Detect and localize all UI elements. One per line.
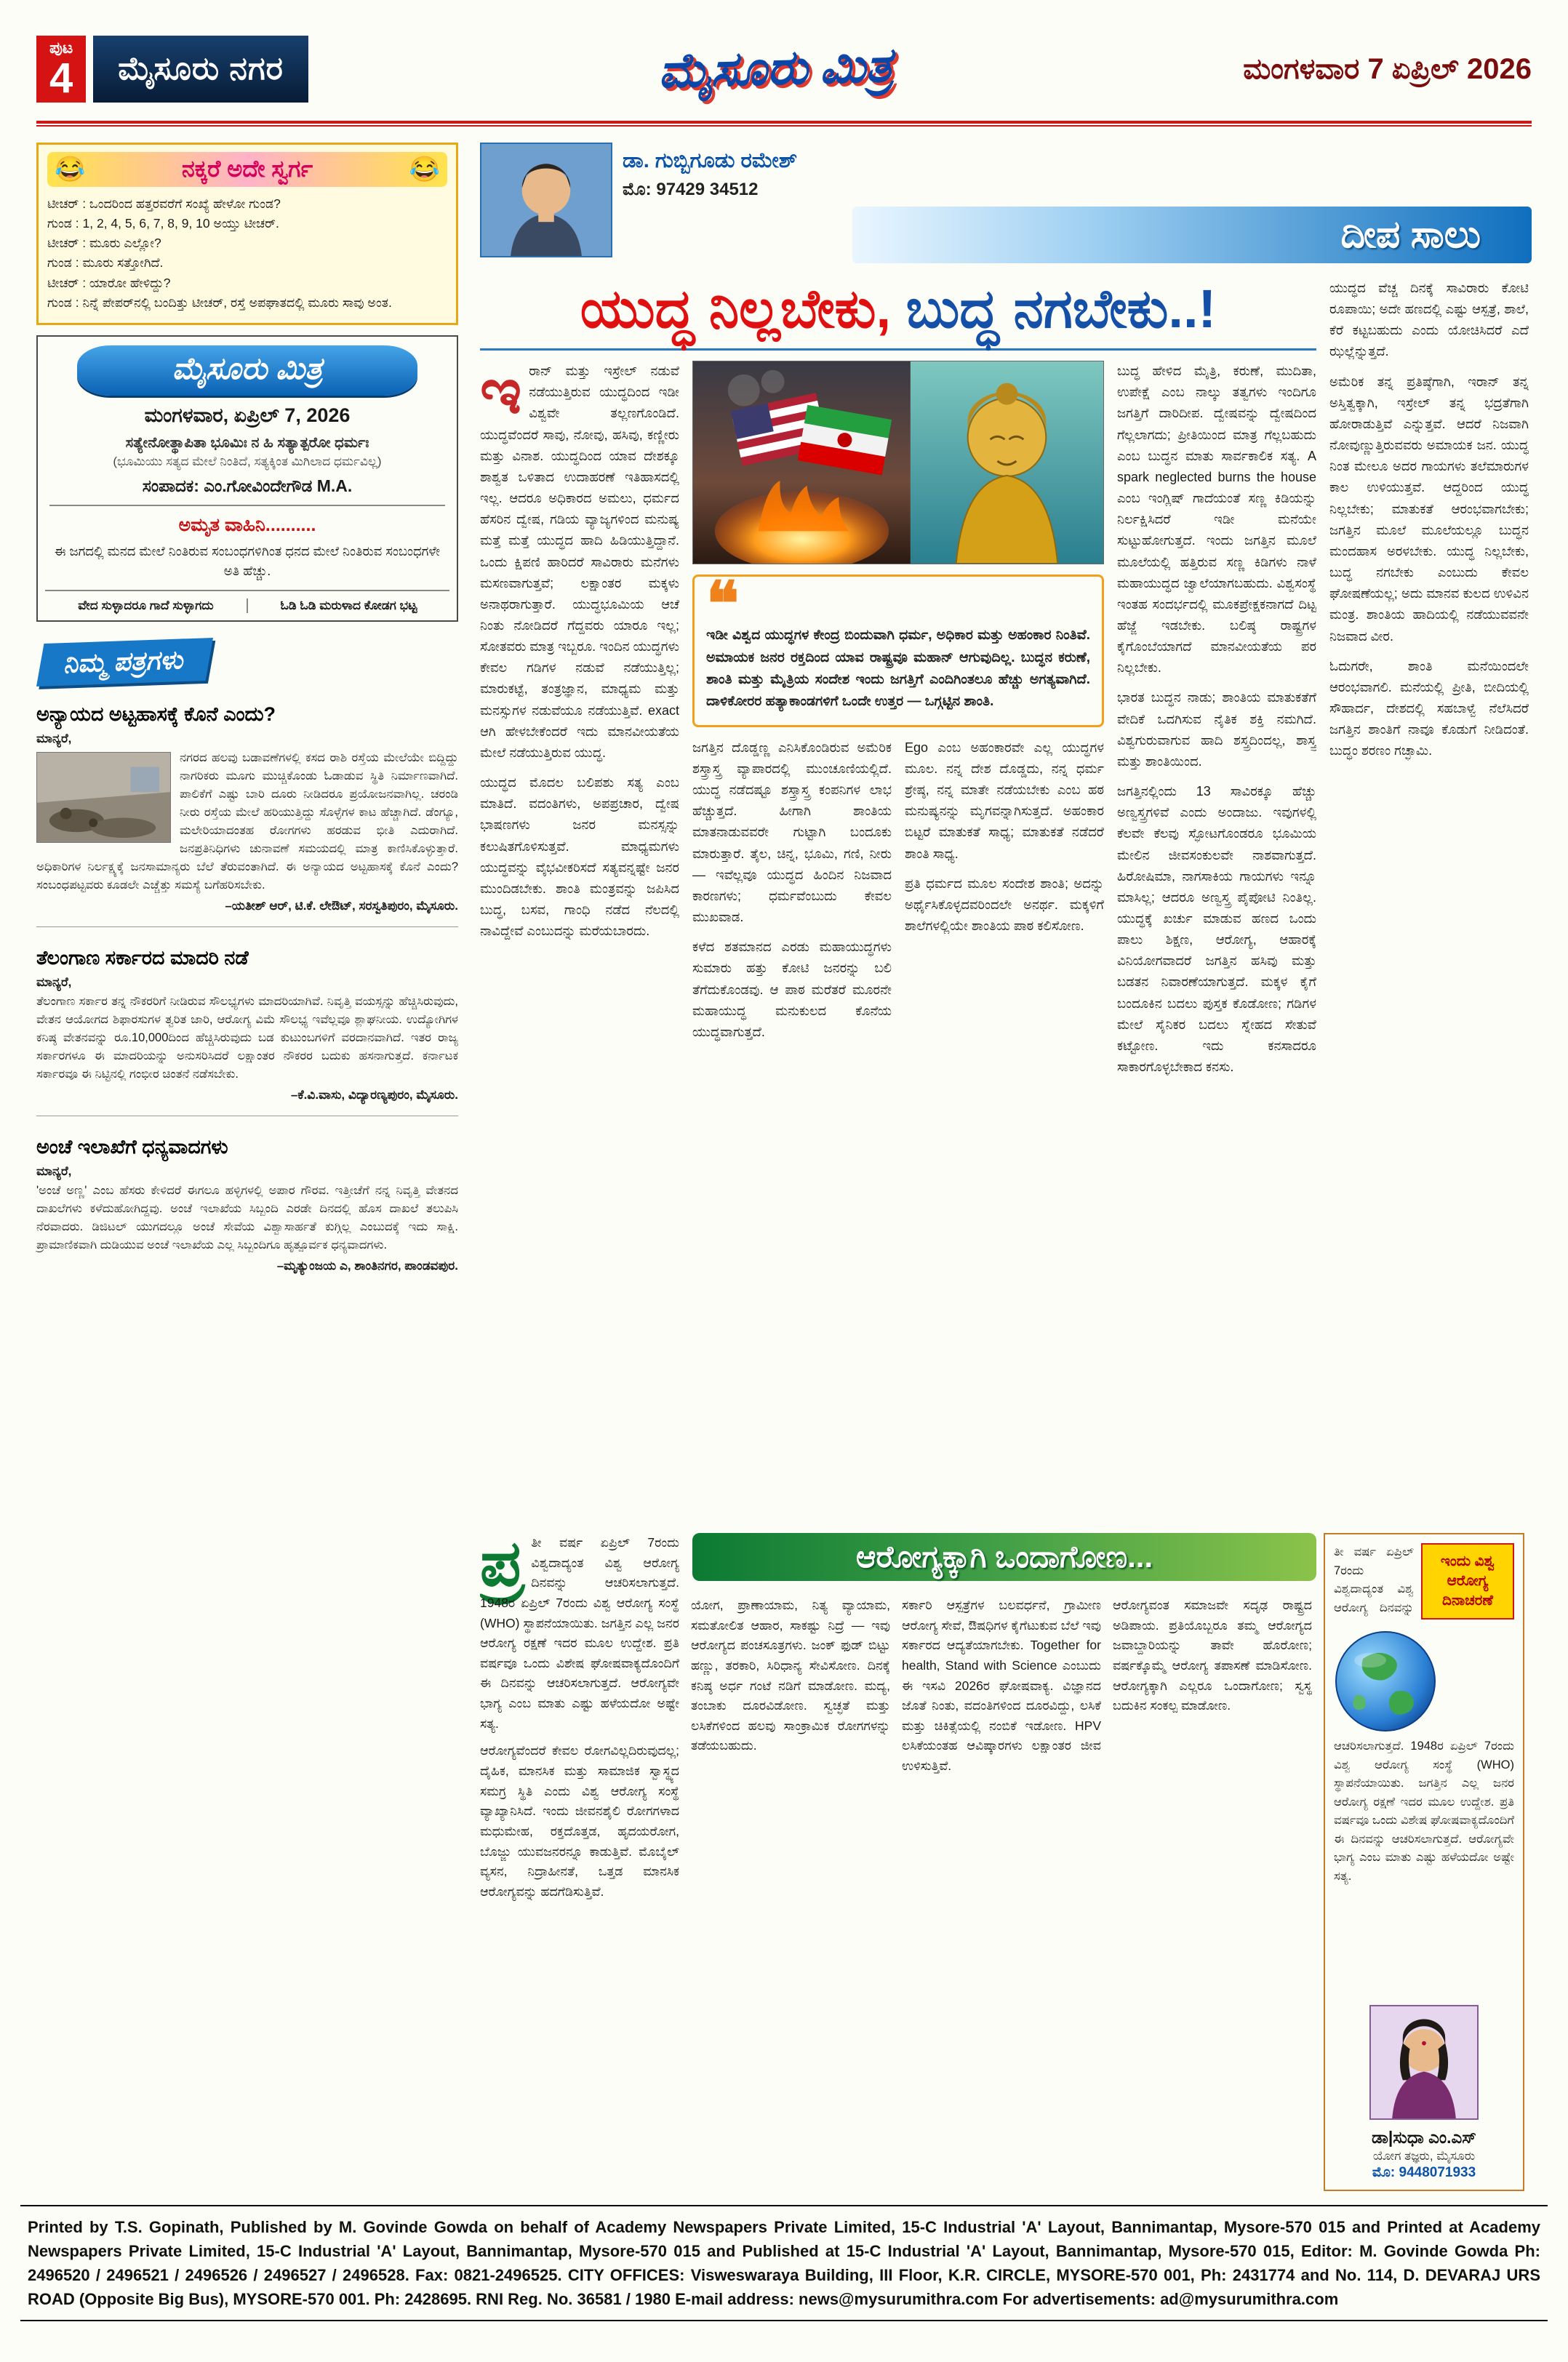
- article-paragraph: ಯೋಗ, ಪ್ರಾಣಾಯಾಮ, ನಿತ್ಯ ವ್ಯಾಯಾಮ, ಸಮತೋಲಿತ ಆಹಾರ, ಸಾಕಷ್ಟು ನಿದ್ರೆ — ಇವು ಆರೋಗ್ಯದ ಪಂಚಸೂತ್ರಗಳು. ಜಂಕ್ ಫುಡ್ ಬಿಟ್ಟು ಹಣ್ಣು, ತರಕಾರಿ, ಸಿರಿಧಾನ್ಯ ಸೇವಿಸೋಣ. ದಿನಕ್ಕೆ ಕನಿಷ್ಠ ಅರ್ಧ ಗಂಟೆ ನಡಿಗೆ ಮಾಡೋಣ. ಮದ್ಯ, ತಂಬಾಕು ದೂರವಿಡೋಣ. ಸ್ವಚ್ಛತೆ ಮತ್ತು ಲಸಿಕೆಗಳಿಂದ ಹಲವು ಸಾಂಕ್ರಾಮಿಕ ರೋಗಗಳನ್ನು ತಡೆಯಬಹುದು.: [691, 1598, 890, 1753]
- masthead-ribbon: ಮೈಸೂರು ಮಿತ್ರ: [77, 345, 417, 396]
- section-title: ಮೈಸೂರು ನಗರ: [93, 36, 308, 103]
- quote-icon: ❝: [706, 569, 740, 638]
- proverb-row: [45, 590, 449, 613]
- article-paragraph: ಯುದ್ಧದ ವೆಚ್ಚ ದಿನಕ್ಕೆ ಸಾವಿರಾರು ಕೋಟಿ ರೂಪಾಯಿ; ಅದೇ ಹಣದಲ್ಲಿ ಎಷ್ಟು ಆಸ್ಪತ್ರೆ, ಶಾಲೆ, ಕೆರೆ ಕಟ್ಟಬಹುದು ಎಂದು ಯೋಚಿಸಿದರೆ ಎದೆ ಝಲ್ಲೆನ್ನುತ್ತದೆ.: [1329, 281, 1529, 359]
- jokes-title: ನಕ್ಕರೆ ಅದೇ ಸ್ವರ್ಗ: [181, 156, 313, 182]
- letters-section-header: ನಿಮ್ಮ ಪತ್ರಗಳು: [36, 638, 213, 686]
- article-paragraph: ಜಗತ್ತಿನ ದೊಡ್ಡಣ್ಣ ಎನಿಸಿಕೊಂಡಿರುವ ಅಮೆರಿಕ ಶಸ್ತ್ರಾಸ್ತ್ರ ವ್ಯಾಪಾರದಲ್ಲಿ ಮುಂಚೂಣಿಯಲ್ಲಿದೆ. ಯುದ್ಧ ನಡೆದಷ್ಟೂ ಶಸ್ತ್ರಾಸ್ತ್ರ ಕಂಪನಿಗಳ ಲಾಭ ಹೆಚ್ಚುತ್ತದೆ. ಹೀಗಾಗಿ ಶಾಂತಿಯ ಮಾತನಾಡುವವರೇ ಗುಟ್ಟಾಗಿ ಬಂದೂಕು ಮಾರುತ್ತಾರೆ. ತೈಲ, ಚಿನ್ನ, ಭೂಮಿ, ಗಣಿ, ನೀರು — ಇವೆಲ್ಲವೂ ಯುದ್ಧದ ಹಿಂದಿನ ನಿಜವಾದ ಕಾರಣಗಳು; ಧರ್ಮವೆಂಬುದು ಕೇವಲ ಮುಖವಾಡ.: [692, 740, 892, 925]
- author-photo: [480, 143, 612, 257]
- headline-part-red: ಯುದ್ಧ ನಿಲ್ಲಬೇಕು,: [580, 279, 892, 339]
- health-highlight-box: [1324, 1533, 1524, 2191]
- letter-body: ನಗರದ ಹಲವು ಬಡಾವಣೆಗಳಲ್ಲಿ ಕಸದ ರಾಶಿ ರಸ್ತೆಯ ಮೇಲೆಯೇ ಬಿದ್ದಿದ್ದು ನಾಗರಿಕರು ಮೂಗು ಮುಚ್ಚಿಕೊಂಡು ಓಡಾಡುವ ಸ್ಥಿತಿ ನಿರ್ಮಾಣವಾಗಿದೆ. ಪಾಲಿಕೆಗೆ ಎಷ್ಟು ಬಾರಿ ದೂರು ನೀಡಿದರೂ ಪ್ರಯೋಜನವಾಗಿಲ್ಲ. ಚರಂಡಿ ನೀರು ರಸ್ತೆಯ ಮೇಲೆ ಹರಿಯುತ್ತಿದ್ದು ಸೊಳ್ಳೆಗಳ ಕಾಟ ಹೆಚ್ಚಾಗಿದೆ. ಡೆಂಗ್ಯೂ, ಮಲೇರಿಯಾದಂತಹ ರೋಗಗಳು ಹರಡುವ ಭೀತಿ ಎದುರಾಗಿದೆ. ಜನಪ್ರತಿನಿಧಿಗಳು ಚುನಾವಣೆ ಸಮಯದಲ್ಲಿ ಮಾತ್ರ ಕಾಣಿಸಿಕೊಳ್ಳುತ್ತಾರೆ. ಅಧಿಕಾರಿಗಳ ನಿರ್ಲಕ್ಷ್ಯಕ್ಕೆ ಜನಸಾಮಾನ್ಯರು ಬೆಲೆ ತೆರುವಂತಾಗಿದೆ. ಈ ಅನ್ಯಾಯದ ಅಟ್ಟಹಾಸಕ್ಕೆ ಕೊನೆ ಎಂದು? ಸಂಬಂಧಪಟ್ಟವರು ಕೂಡಲೇ ಎಚ್ಚೆತ್ತು ಸಮಸ್ಯೆ ಬಗೆಹರಿಸಬೇಕು.: [36, 750, 458, 892]
- article-column: [692, 737, 892, 1043]
- newspaper-logo: ಮೈಸೂರು ಮಿತ್ರ: [657, 39, 894, 98]
- amruta-title: ಅಮೃತ ವಾಹಿನಿ..........: [178, 514, 316, 535]
- imprint-text: Printed by T.S. Gopinath, Published by M. Govinde Gowda on behalf of Academy Newspapers Private Limited, 15-C Industrial 'A' Layout, Bannimantap, Mysore-570 015 and Printed at Academy Newspapers Private Limited, 15-C Industrial 'A' Layout, Bannimantap, Mysore-570 015 and Published at 15-C Industrial 'A' Layout, Bannimantap, Mysore-570 015, Editor: M. Govinde Gowda Ph: 2496520 / 2496521 / 2496526 / 2496527 / 2496528. Fax: 0821-2496525. CITY OFFICES: Visweswaraya Building, III Floor, K.R. CIRCLE, MYSORE-570 001, Ph: 2431774 and No. 114, D. DEVARAJ URS ROAD (Opposite Big Bus), MYSORE-570 001. Ph: 2428695. RNI Reg. No. 36581 / 1980 E-mail address: news@mysurumithra.com For advertisements: ad@mysurumithra.com: [28, 2218, 1540, 2308]
- page-number: 4: [49, 55, 73, 102]
- author-phone: ಮೊ: 97429 34512: [623, 179, 759, 199]
- joke-line: ಟೀಚರ್ : ಯಾರೋ ಹೇಳಿದ್ದು?: [47, 275, 171, 290]
- article-paragraph: ಜಗತ್ತಿನಲ್ಲಿಂದು 13 ಸಾವಿರಕ್ಕೂ ಹೆಚ್ಚು ಅಣ್ವಸ್ತ್ರಗಳಿವೆ ಎಂದು ಅಂದಾಜು. ಇವುಗಳಲ್ಲಿ ಕೆಲವೇ ಕೆಲವು ಸ್ಫೋಟಗೊಂಡರೂ ಭೂಮಿಯ ಮೇಲಿನ ಜೀವಸಂಕುಲವೇ ನಾಶವಾಗುತ್ತದೆ. ಹಿರೋಷಿಮಾ, ನಾಗಸಾಕಿಯ ಗಾಯಗಳು ಇನ್ನೂ ಮಾಸಿಲ್ಲ; ಆದರೂ ಅಣ್ವಸ್ತ್ರ ಪೈಪೋಟಿ ನಿಂತಿಲ್ಲ. ಯುದ್ಧಕ್ಕೆ ಖರ್ಚು ಮಾಡುವ ಹಣದ ಒಂದು ಪಾಲು ಶಿಕ್ಷಣ, ಆರೋಗ್ಯ, ಆಹಾರಕ್ಕೆ ವಿನಿಯೋಗವಾದರೆ ಜಗತ್ತಿನ ಹಸಿವು ಮತ್ತು ಬಡತನ ನಿವಾರಣೆಯಾಗುತ್ತದೆ. ಮಕ್ಕಳ ಕೈಗೆ ಬಂದೂಕಿನ ಬದಲು ಪುಸ್ತಕ ಕೊಡೋಣ; ಗಡಿಗಳ ಮೇಲೆ ಸೈನಿಕರ ಬದಲು ಸ್ನೇಹದ ಸೇತುವೆ ಕಟ್ಟೋಣ. ಇದು ಕನಸಾದರೂ ಸಾಕಾರಗೊಳ್ಳಬೇಕಾದ ಕನಸು.: [1117, 784, 1316, 1075]
- letter-salutation: ಮಾನ್ಯರೆ,: [36, 731, 72, 745]
- letter-body: ತೆಲಂಗಾಣ ಸರ್ಕಾರ ತನ್ನ ನೌಕರರಿಗೆ ನೀಡಿರುವ ಸೌಲಭ್ಯಗಳು ಮಾದರಿಯಾಗಿವೆ. ನಿವೃತ್ತಿ ವಯಸ್ಸನ್ನು ಹೆಚ್ಚಿಸಿರುವುದು, ವೇತನ ಆಯೋಗದ ಶಿಫಾರಸುಗಳ ತ್ವರಿತ ಜಾರಿ, ಆರೋಗ್ಯ ವಿಮೆ ಸೌಲಭ್ಯ ಇವೆಲ್ಲವೂ ಶ್ಲಾಘನೀಯ. ಉದ್ಯೋಗಿಗಳ ಕನಿಷ್ಠ ವೇತನವನ್ನು ರೂ.10,000ದಿಂದ ಹೆಚ್ಚಿಸಿರುವುದು ಬಡ ಕುಟುಂಬಗಳಿಗೆ ವರದಾನವಾಗಿದೆ. ಇತರ ರಾಜ್ಯ ಸರ್ಕಾರಗಳೂ ಈ ಮಾದರಿಯನ್ನು ಅನುಸರಿಸಿದರೆ ಲಕ್ಷಾಂತರ ನೌಕರರ ಬದುಕು ಹಸನಾಗುತ್ತದೆ. ಕರ್ನಾಟಕ ಸರ್ಕಾರವೂ ಈ ನಿಟ್ಟಿನಲ್ಲಿ ಗಂಭೀರ ಚಿಂತನೆ ನಡೆಸಬೇಕು.: [36, 994, 458, 1081]
- world-health-day-box: ಇಂದು ವಿಶ್ವ ಆರೋಗ್ಯ ದಿನಾಚರಣೆ: [1421, 1543, 1514, 1620]
- joke-line: ಗುಂಡ : 1, 2, 4, 5, 6, 7, 8, 9, 10 ಅಯ್ತು ಟೀಚರ್.: [47, 216, 279, 231]
- letter-item: [36, 702, 458, 927]
- letter-signoff: –ಕೆ.ವಿ.ವಾಸು, ವಿದ್ಯಾರಣ್ಯಪುರಂ, ಮೈಸೂರು.: [290, 1088, 458, 1102]
- article-paragraph: ತೀ ವರ್ಷ ಏಪ್ರಿಲ್ 7ರಂದು ವಿಶ್ವದಾದ್ಯಂತ ವಿಶ್ವ ಆರೋಗ್ಯ ದಿನವನ್ನು ಆಚರಿಸಲಾಗುತ್ತದೆ. 1948ರ ಏಪ್ರಿಲ್ 7ರಂದು ವಿಶ್ವ ಆರೋಗ್ಯ ಸಂಸ್ಥೆ (WHO) ಸ್ಥಾಪನೆಯಾಯಿತು. ಜಗತ್ತಿನ ಎಲ್ಲ ಜನರ ಆರೋಗ್ಯ ರಕ್ಷಣೆ ಇದರ ಮೂಲ ಉದ್ದೇಶ. ಪ್ರತಿ ವರ್ಷವೂ ಒಂದು ವಿಶೇಷ ಘೋಷವಾಕ್ಯದೊಂದಿಗೆ ಈ ದಿನವನ್ನು ಆಚರಿಸಲಾಗುತ್ತದೆ. ಆರೋಗ್ಯವೇ ಭಾಗ್ಯ ಎಂಬ ಮಾತು ಎಷ್ಟು ಹಳೆಯದೋ ಅಷ್ಟೇ ಸತ್ಯ.: [1334, 1545, 1514, 1883]
- article-body: [480, 361, 1316, 1495]
- drop-cap: ಪ್ರ: [480, 1533, 524, 1599]
- joke-line: ಟೀಚರ್ : ಮೂರು ಎಲ್ಲೋ?: [47, 236, 161, 251]
- letter-body: 'ಅಂಚೆ ಅಣ್ಣ' ಎಂಬ ಹೆಸರು ಕೇಳಿದರೆ ಈಗಲೂ ಹಳ್ಳಿಗಳಲ್ಲಿ ಅಪಾರ ಗೌರವ. ಇತ್ತೀಚೆಗೆ ನನ್ನ ನಿವೃತ್ತಿ ವೇತನದ ದಾಖಲೆಗಳು ಕಳೆದುಹೋಗಿದ್ದವು. ಅಂಚೆ ಇಲಾಖೆಯ ಸಿಬ್ಬಂದಿ ಎರಡೇ ದಿನದಲ್ಲಿ ಹೊಸ ದಾಖಲೆ ತಲುಪಿಸಿ ನೆರವಾದರು. ಡಿಜಿಟಲ್ ಯುಗದಲ್ಲೂ ಅಂಚೆ ಸೇವೆಯ ವಿಶ್ವಾಸಾರ್ಹತೆ ಕುಗ್ಗಿಲ್ಲ ಎಂಬುದಕ್ಕೆ ಇದು ಸಾಕ್ಷಿ. ಪ್ರಾಮಾಣಿಕವಾಗಿ ದುಡಿಯುವ ಅಂಚೆ ಇಲಾಖೆಯ ಎಲ್ಲ ಸಿಬ್ಬಂದಿಗೂ ಹೃತ್ಪೂರ್ವಕ ಧನ್ಯವಾದಗಳು.: [36, 1184, 458, 1252]
- author-name: ಡಾ. ಗುಬ್ಬಿಗೂಡು ರಮೇಶ್: [623, 149, 798, 172]
- letter-salutation: ಮಾನ್ಯರೆ,: [36, 1164, 72, 1179]
- health-column: [480, 1533, 679, 2191]
- page-number-box: [36, 36, 86, 103]
- column-banner: ದೀಪ ಸಾಲು: [852, 207, 1532, 263]
- article-paragraph: ಓದುಗರೇ, ಶಾಂತಿ ಮನೆಯಿಂದಲೇ ಆರಂಭವಾಗಲಿ. ಮನೆಯಲ್ಲಿ ಪ್ರೀತಿ, ಬೀದಿಯಲ್ಲಿ ಸೌಹಾರ್ದ, ದೇಶದಲ್ಲಿ ಸಹಬಾಳ್ವೆ ನೆಲೆಸಿದರೆ ಜಗತ್ತಿನ ಶಾಂತಿಗೆ ನಾವೂ ಕೊಡುಗೆ ನೀಡಿದಂತೆ. ಬುದ್ಧಂ ಶರಣಂ ಗಚ್ಛಾಮಿ.: [1329, 658, 1529, 758]
- health-author-name: ಡಾ|ಸುಧಾ ಎಂ.ಎಸ್: [1372, 2128, 1476, 2147]
- health-author-role: ಯೋಗ ತಜ್ಞರು, ಮೈಸೂರು: [1372, 2149, 1476, 2163]
- imprint-footer: [20, 2205, 1548, 2321]
- jokes-title-bar: [47, 152, 447, 187]
- letter-item: [36, 1135, 458, 1273]
- garbage-street-photo: [36, 752, 171, 843]
- article-paragraph: ಸರ್ಕಾರಿ ಆಸ್ಪತ್ರೆಗಳ ಬಲವರ್ಧನೆ, ಗ್ರಾಮೀಣ ಆರೋಗ್ಯ ಸೇವೆ, ಔಷಧಿಗಳ ಕೈಗೆಟುಕುವ ಬೆಲೆ ಇವು ಸರ್ಕಾರದ ಆದ್ಯತೆಯಾಗಬೇಕು. Together for health, Stand with Science ಎಂಬುದು ಈ ಇಸವಿ 2026ರ ಘೋಷವಾಕ್ಯ. ವಿಜ್ಞಾನದ ಜೊತೆ ನಿಂತು, ವದಂತಿಗಳಿಂದ ದೂರವಿದ್ದು, ಲಸಿಕೆ ಮತ್ತು ಚಿಕಿತ್ಸೆಯಲ್ಲಿ ನಂಬಿಕೆ ಇಡೋಣ. HPV ಲಸಿಕೆಯಂತಹ ಆವಿಷ್ಕಾರಗಳು ಲಕ್ಷಾಂತರ ಜೀವ ಉಳಿಸುತ್ತಿವೆ.: [902, 1598, 1101, 1774]
- article-paragraph: ರಾನ್ ಮತ್ತು ಇಸ್ರೇಲ್ ನಡುವೆ ನಡೆಯುತ್ತಿರುವ ಯುದ್ಧದಿಂದ ಇಡೀ ವಿಶ್ವವೇ ತಲ್ಲಣಗೊಂಡಿದೆ. ಯುದ್ಧವೆಂದರೆ ಸಾವು, ನೋವು, ಹಸಿವು, ಕಣ್ಣೀರು ಮತ್ತು ವಿನಾಶ. ಯುದ್ಧದಿಂದ ಯಾವ ದೇಶಕ್ಕೂ ಶಾಶ್ವತ ಒಳಿತಾದ ಉದಾಹರಣೆ ಇತಿಹಾಸದಲ್ಲಿ ಇಲ್ಲ. ಆದರೂ ಅಧಿಕಾರದ ಅಮಲು, ಧರ್ಮದ ಹೆಸರಿನ ದ್ವೇಷ, ಗಡಿಯ ವ್ಯಾಜ್ಯಗಳಿಂದ ಮನುಷ್ಯ ಮತ್ತೆ ಮತ್ತೆ ಯುದ್ಧದ ಹಾದಿ ಹಿಡಿಯುತ್ತಿದ್ದಾನೆ. ಒಂದು ಕ್ಷಿಪಣಿ ಹಾರಿದರೆ ಸಾವಿರಾರು ಮನೆಗಳು ಮಸಣವಾಗುತ್ತವೆ; ಲಕ್ಷಾಂತರ ಮಕ್ಕಳು ಅನಾಥರಾಗುತ್ತಾರೆ. ಯುದ್ಧಭೂಮಿಯ ಆಚೆ ನಿಂತು ನೋಡಿದರೆ ಗೆದ್ದವರು ಯಾರೂ ಇಲ್ಲ; ಸೋತವರು ಮಾತ್ರ ಇಬ್ಬರೂ. ಇಂದಿನ ಯುದ್ಧಗಳು ಕೇವಲ ಗಡಿಗಳ ನಡುವೆ ನಡೆಯುತ್ತಿಲ್ಲ; ಮಾರುಕಟ್ಟೆ, ತಂತ್ರಜ್ಞಾನ, ಮಾಧ್ಯಮ ಮತ್ತು ಮನಸ್ಸುಗಳ ನಡುವೆಯೂ ನಡೆಯುತ್ತಿವೆ. exact ಆಗಿ ಹೇಳಬೇಕೆಂದರೆ ಇದು ಮಾನವೀಯತೆಯ ಮೇಲೆ ನಡೆಯುತ್ತಿರುವ ಯುದ್ಧ.: [480, 364, 679, 760]
- health-article: [480, 1533, 1532, 2191]
- joke-line: ಗುಂಡ : ಮೂರು ಸತ್ತೋಗಿದೆ.: [47, 255, 164, 271]
- letter-heading: ತೆಲಂಗಾಣ ಸರ್ಕಾರದ ಮಾದರಿ ನಡೆ: [36, 947, 249, 969]
- letter-heading: ಅಂಚೆ ಇಲಾಖೆಗೆ ಧನ್ಯವಾದಗಳು: [36, 1136, 228, 1158]
- health-author-card: [1334, 2005, 1514, 2181]
- globe-image: [1334, 1630, 1437, 1733]
- page-header: [36, 25, 1532, 113]
- masthead-date: ಮಂಗಳವಾರ, ಏಪ್ರಿಲ್ 7, 2026: [144, 404, 351, 426]
- health-author-photo: [1369, 2005, 1479, 2120]
- page-label: ಪುಟ: [49, 39, 73, 57]
- pull-quote-box: [692, 569, 1104, 727]
- joke-line: ಗುಂಡ : ನಿನ್ನೆ ಪೇಪರ್‌ನಲ್ಲಿ ಬಂದಿತ್ತು ಟೀಚರ್, ರಸ್ತೆ ಅಪಘಾತದಲ್ಲಿ ಮೂರು ಸಾವು ಅಂತ.: [47, 295, 392, 310]
- article-paragraph: ಪ್ರತಿ ಧರ್ಮದ ಮೂಲ ಸಂದೇಶ ಶಾಂತಿ; ಅದನ್ನು ಅರ್ಥೈಸಿಕೊಳ್ಳದವರಿಂದಲೇ ಅನರ್ಥ. ಮಕ್ಕಳಿಗೆ ಶಾಲೆಗಳಲ್ಲಿಯೇ ಶಾಂತಿಯ ಪಾಠ ಕಲಿಸೋಣ.: [905, 876, 1104, 934]
- health-column: [691, 1533, 890, 2191]
- left-column: [36, 143, 458, 2193]
- article-byline-strip: [480, 143, 1532, 268]
- letter-item: [36, 946, 458, 1116]
- header-rule: [36, 121, 1532, 127]
- jokes-box: [36, 143, 458, 325]
- laughing-face-icon: 😂: [55, 156, 86, 183]
- article-paragraph: ಬುದ್ಧ ಹೇಳಿದ ಮೈತ್ರಿ, ಕರುಣೆ, ಮುದಿತಾ, ಉಪೇಕ್ಷೆ ಎಂಬ ನಾಲ್ಕು ತತ್ವಗಳು ಇಂದಿಗೂ ಜಗತ್ತಿಗೆ ದಾರಿದೀಪ. ದ್ವೇಷವನ್ನು ದ್ವೇಷದಿಂದ ಗೆಲ್ಲಲಾಗದು; ಪ್ರೀತಿಯಿಂದ ಮಾತ್ರ ಗೆಲ್ಲಬಹುದು ಎಂಬ ಬುದ್ಧನ ಮಾತು ಸಾರ್ವಕಾಲಿಕ ಸತ್ಯ. A spark neglected burns the house ಎಂಬ ಇಂಗ್ಲಿಷ್ ಗಾದೆಯಂತೆ ಸಣ್ಣ ಕಿಡಿಯನ್ನು ನಿರ್ಲಕ್ಷಿಸಿದರೆ ಇಡೀ ಮನೆಯೇ ಸುಟ್ಟುಹೋಗುತ್ತದೆ. ಇಂದು ಜಗತ್ತಿನ ಮೂಲೆ ಮೂಲೆಯಲ್ಲಿ ಹತ್ತಿರುವ ಸಣ್ಣ ಕಿಡಿಗಳು ನಾಳೆ ಮಹಾಯುದ್ಧದ ಜ್ವಾಲೆಯಾಗಬಹುದು. ವಿಶ್ವಸಂಸ್ಥೆ ಇಂತಹ ಸಂದರ್ಭದಲ್ಲಿ ಮೂಕಪ್ರೇಕ್ಷಕನಾಗದೆ ದಿಟ್ಟ ಹೆಜ್ಜೆ ಇಡಬೇಕು. ಬಲಿಷ್ಠ ರಾಷ್ಟ್ರಗಳ ಕೈಗೊಂಬೆಯಾಗದೆ ಮಾನವೀಯತೆಯ ಪರ ನಿಲ್ಲಬೇಕು.: [1117, 364, 1316, 676]
- laughing-face-icon: 😂: [409, 156, 440, 183]
- divider: [36, 926, 458, 927]
- main-article: [480, 143, 1532, 1524]
- letter-salutation: ಮಾನ್ಯರೆ,: [36, 974, 72, 989]
- masthead-box: [36, 335, 458, 622]
- article-paragraph: ಕಳೆದ ಶತಮಾನದ ಎರಡು ಮಹಾಯುದ್ಧಗಳು ಸುಮಾರು ಹತ್ತು ಕೋಟಿ ಜನರನ್ನು ಬಲಿ ತೆಗೆದುಕೊಂಡವು. ಆ ಪಾಠ ಮರೆತರೆ ಮೂರನೇ ಮಹಾಯುದ್ಧ ಮನುಕುಲದ ಕೊನೆಯ ಯುದ್ಧವಾಗುತ್ತದೆ.: [692, 940, 892, 1039]
- headline-part-blue: ಬುದ್ಧ ನಗಬೇಕು..!: [891, 279, 1217, 339]
- shloka-meaning: (ಭೂಮಿಯು ಸತ್ಯದ ಮೇಲೆ ನಿಂತಿದೆ, ಸತ್ಯಕ್ಕಿಂತ ಮಿಗಿಲಾದ ಧರ್ಮವಿಲ್ಲ): [113, 454, 382, 468]
- author-meta: [612, 143, 852, 200]
- article-paragraph: ಯುದ್ಧದ ಮೊದಲ ಬಲಿಪಶು ಸತ್ಯ ಎಂಬ ಮಾತಿದೆ. ವದಂತಿಗಳು, ಅಪಪ್ರಚಾರ, ದ್ವೇಷ ಭಾಷಣಗಳು ಜನರ ಮನಸ್ಸನ್ನು ಕಲುಷಿತಗೊಳಿಸುತ್ತವೆ. ಮಾಧ್ಯಮಗಳು ಯುದ್ಧವನ್ನು ವೈಭವೀಕರಿಸದೆ ಸತ್ಯವನ್ನಷ್ಟೇ ಜನರ ಮುಂದಿಡಬೇಕು. ಶಾಂತಿ ಮಂತ್ರವನ್ನು ಜಪಿಸಿದ ಬುದ್ಧ, ಬಸವ, ಗಾಂಧಿ ನಡೆದ ನೆಲದಲ್ಲಿ ನಾವಿದ್ದೇವೆ ಎಂಬುದನ್ನು ಮರೆಯಬಾರದು.: [480, 775, 679, 939]
- article-column: [1329, 278, 1529, 1514]
- article-paragraph: ತೀ ವರ್ಷ ಏಪ್ರಿಲ್ 7ರಂದು ವಿಶ್ವದಾದ್ಯಂತ ವಿಶ್ವ ಆರೋಗ್ಯ ದಿನವನ್ನು ಆಚರಿಸಲಾಗುತ್ತದೆ. 1948ರ ಏಪ್ರಿಲ್ 7ರಂದು ವಿಶ್ವ ಆರೋಗ್ಯ ಸಂಸ್ಥೆ (WHO) ಸ್ಥಾಪನೆಯಾಯಿತು. ಜಗತ್ತಿನ ಎಲ್ಲ ಜನರ ಆರೋಗ್ಯ ರಕ್ಷಣೆ ಇದರ ಮೂಲ ಉದ್ದೇಶ. ಪ್ರತಿ ವರ್ಷವೂ ಒಂದು ವಿಶೇಷ ಘೋಷವಾಕ್ಯದೊಂದಿಗೆ ಈ ದಿನವನ್ನು ಆಚರಿಸಲಾಗುತ್ತದೆ. ಆರೋಗ್ಯವೇ ಭಾಗ್ಯ ಎಂಬ ಮಾತು ಎಷ್ಟು ಹಳೆಯದೋ ಅಷ್ಟೇ ಸತ್ಯ.: [480, 1535, 679, 1731]
- article-paragraph: Ego ಎಂಬ ಅಹಂಕಾರವೇ ಎಲ್ಲ ಯುದ್ಧಗಳ ಮೂಲ. ನನ್ನ ದೇಶ ದೊಡ್ಡದು, ನನ್ನ ಧರ್ಮ ಶ್ರೇಷ್ಠ, ನನ್ನ ಮಾತೇ ನಡೆಯಬೇಕು ಎಂಬ ಹಠ ಮನುಷ್ಯನನ್ನು ಮೃಗವನ್ನಾಗಿಸುತ್ತದೆ. ಅಹಂಕಾರ ಬಿಟ್ಟರೆ ಮಾತುಕತೆ ಸಾಧ್ಯ; ಮಾತುಕತೆ ನಡೆದರೆ ಶಾಂತಿ ಸಾಧ್ಯ.: [905, 740, 1104, 861]
- letter-signoff: –ಮೃತ್ಯುಂಜಯ ಎ, ಶಾಂತಿನಗರ, ಪಾಂಡವಪುರ.: [276, 1259, 458, 1273]
- joke-line: ಟೀಚರ್ : ಒಂದರಿಂದ ಹತ್ತರವರೆಗೆ ಸಂಖ್ಯೆ ಹೇಳೋ ಗುಂಡ?: [47, 196, 281, 211]
- letter-heading: ಅನ್ಯಾಯದ ಅಟ್ಟಹಾಸಕ್ಕೆ ಕೊನೆ ಎಂದು?: [36, 702, 276, 725]
- pull-quote-text: ಇಡೀ ವಿಶ್ವದ ಯುದ್ಧಗಳ ಕೇಂದ್ರ ಬಿಂದುವಾಗಿ ಧರ್ಮ, ಅಧಿಕಾರ ಮತ್ತು ಅಹಂಕಾರ ನಿಂತಿವೆ. ಅಮಾಯಕ ಜನರ ರಕ್ತದಿಂದ ಯಾವ ರಾಷ್ಟ್ರವೂ ಮಹಾನ್ ಆಗುವುದಿಲ್ಲ. ಬುದ್ಧನ ಕರುಣೆ, ಶಾಂತಿ ಮತ್ತು ಮೈತ್ರಿಯ ಸಂದೇಶ ಇಂದು ಜಗತ್ತಿಗೆ ಎಂದಿಗಿಂತಲೂ ಹೆಚ್ಚು ಅಗತ್ಯವಾಗಿದೆ. ದಾಳಿಕೋರರ ಹತ್ಯಾಕಾಂಡಗಳಿಗೆ ಒಂದೇ ಉತ್ತರ — ಒಗ್ಗಟ್ಟಿನ ಶಾಂತಿ.: [706, 628, 1090, 710]
- proverb-left: ವೇದ ಸುಳ್ಳಾದರೂ ಗಾದೆ ಸುಳ್ಳಾಗದು: [78, 598, 214, 612]
- health-article-title: ಆರೋಗ್ಯಕ್ಕಾಗಿ ಒಂದಾಗೋಣ...: [692, 1533, 1316, 1581]
- editor-line: ಸಂಪಾದಕ: ಎಂ.ಗೋವಿಂದೇಗೌಡ M.A.: [142, 476, 353, 495]
- drop-cap: ಇ: [480, 361, 522, 428]
- issue-date: ಮಂಗಳವಾರ 7 ಏಪ್ರಿಲ್ 2026: [1243, 52, 1532, 85]
- letter-signoff: –ಯತೀಶ್ ಆರ್, ಟಿ.ಕೆ. ಲೇಔಟ್, ಸರಸ್ವತಿಪುರಂ, ಮೈಸೂರು.: [225, 899, 458, 913]
- article-paragraph: ಆರೋಗ್ಯವೆಂದರೆ ಕೇವಲ ರೋಗವಿಲ್ಲದಿರುವುದಲ್ಲ; ದೈಹಿಕ, ಮಾನಸಿಕ ಮತ್ತು ಸಾಮಾಜಿಕ ಸ್ವಾಸ್ಥ್ಯದ ಸಮಗ್ರ ಸ್ಥಿತಿ ಎಂದು ವಿಶ್ವ ಆರೋಗ್ಯ ಸಂಸ್ಥೆ ವ್ಯಾಖ್ಯಾನಿಸಿದೆ. ಇಂದು ಜೀವನಶೈಲಿ ರೋಗಗಳಾದ ಮಧುಮೇಹ, ರಕ್ತದೊತ್ತಡ, ಹೃದಯರೋಗ, ಬೊಜ್ಜು ಯುವಜನರನ್ನೂ ಕಾಡುತ್ತಿವೆ. ಮೊಬೈಲ್ ವ್ಯಸನ, ನಿದ್ರಾಹೀನತೆ, ಒತ್ತಡ ಮಾನಸಿಕ ಆರೋಗ್ಯವನ್ನು ಹದಗೆಡಿಸುತ್ತಿವೆ.: [480, 1743, 679, 1899]
- article-headline: [480, 278, 1316, 351]
- health-author-phone: ಮೊ: 9448071933: [1372, 2165, 1476, 2180]
- article-column: [480, 361, 679, 1495]
- amruta-text: ಈ ಜಗದಲ್ಲಿ ಮನದ ಮೇಲೆ ನಿಂತಿರುವ ಸಂಬಂಧಗಳಿಗಿಂತ ಧನದ ಮೇಲೆ ನಿಂತಿರುವ ಸಂಬಂಧಗಳೇ ಅತಿ ಹೆಚ್ಚು.: [54, 543, 441, 578]
- article-column: [1117, 361, 1316, 1495]
- article-paragraph: ಅಮೆರಿಕ ತನ್ನ ಪ್ರತಿಷ್ಠೆಗಾಗಿ, ಇರಾನ್ ತನ್ನ ಅಸ್ತಿತ್ವಕ್ಕಾಗಿ, ಇಸ್ರೇಲ್ ತನ್ನ ಭದ್ರತೆಗಾಗಿ ಹೋರಾಡುತ್ತಿವೆ ಎನ್ನುತ್ತವೆ. ಆದರೆ ನಿಜವಾಗಿ ನೋವುಣ್ಣುತ್ತಿರುವವರು ಅಮಾಯಕ ಜನ. ಯುದ್ಧ ನಿಂತ ಮೇಲೂ ಅದರ ಗಾಯಗಳು ತಲೆಮಾರುಗಳ ಕಾಲ ಉಳಿಯುತ್ತವೆ. ಆದ್ದರಿಂದ ಯುದ್ಧ ನಿಲ್ಲಬೇಕು; ಮಾತುಕತೆ ಆರಂಭವಾಗಬೇಕು; ಜಗತ್ತಿನ ಮೂಲೆ ಮೂಲೆಯಲ್ಲೂ ಬುದ್ಧನ ಮಂದಹಾಸ ಅರಳಬೇಕು. ಯುದ್ಧ ನಿಲ್ಲಬೇಕು, ಬುದ್ಧ ನಗಬೇಕು ಎಂಬುದು ಕೇವಲ ಘೋಷಣೆಯಲ್ಲ; ಅದು ಮಾನವ ಕುಲದ ಉಳಿವಿನ ಮಂತ್ರ. ಶಾಂತಿಯ ಹಾದಿಯಲ್ಲಿ ನಡೆಯುವವನೇ ನಿಜವಾದ ವೀರ.: [1329, 374, 1529, 644]
- article-column: [905, 737, 1104, 1043]
- shloka: ಸತ್ಯೇನೋತ್ಥಾಪಿತಾ ಭೂಮಿಃ ನ ಹಿ ಸತ್ಯಾತ್ಪರೋ ಧರ್ಮಃ: [125, 434, 369, 451]
- proverb-right: ಓಡಿ ಓಡಿ ಮರುಳಾದ ಕೋಡಗ ಭಟ್ಟ: [247, 598, 449, 613]
- health-column: [1113, 1533, 1312, 2191]
- divider: [49, 505, 445, 506]
- article-paragraph: ಆರೋಗ್ಯವಂತ ಸಮಾಜವೇ ಸದೃಢ ರಾಷ್ಟ್ರದ ಅಡಿಪಾಯ. ಪ್ರತಿಯೊಬ್ಬರೂ ತಮ್ಮ ಆರೋಗ್ಯದ ಜವಾಬ್ದಾರಿಯನ್ನು ತಾವೇ ಹೊರೋಣ; ವರ್ಷಕ್ಕೊಮ್ಮೆ ಆರೋಗ್ಯ ತಪಾಸಣೆ ಮಾಡಿಸೋಣ. ಆರೋಗ್ಯಕ್ಕಾಗಿ ಎಲ್ಲರೂ ಒಂದಾಗೋಣ; ಸ್ವಸ್ಥ ಬದುಕಿನ ಸಂಕಲ್ಪ ಮಾಡೋಣ.: [1113, 1598, 1312, 1713]
- burning-flags-buddha-image: [692, 361, 1104, 564]
- article-paragraph: ಭಾರತ ಬುದ್ಧನ ನಾಡು; ಶಾಂತಿಯ ಮಾತುಕತೆಗೆ ವೇದಿಕೆ ಒದಗಿಸುವ ನೈತಿಕ ಶಕ್ತಿ ನಮಗಿದೆ. ವಿಶ್ವಗುರುವಾಗುವ ಹಾದಿ ಶಸ್ತ್ರದಿಂದಲ್ಲ, ಶಾಸ್ತ್ರ ಮತ್ತು ಶಾಂತಿಯಿಂದ.: [1117, 690, 1316, 769]
- health-column: [902, 1533, 1101, 2191]
- joke-lines: [47, 194, 447, 313]
